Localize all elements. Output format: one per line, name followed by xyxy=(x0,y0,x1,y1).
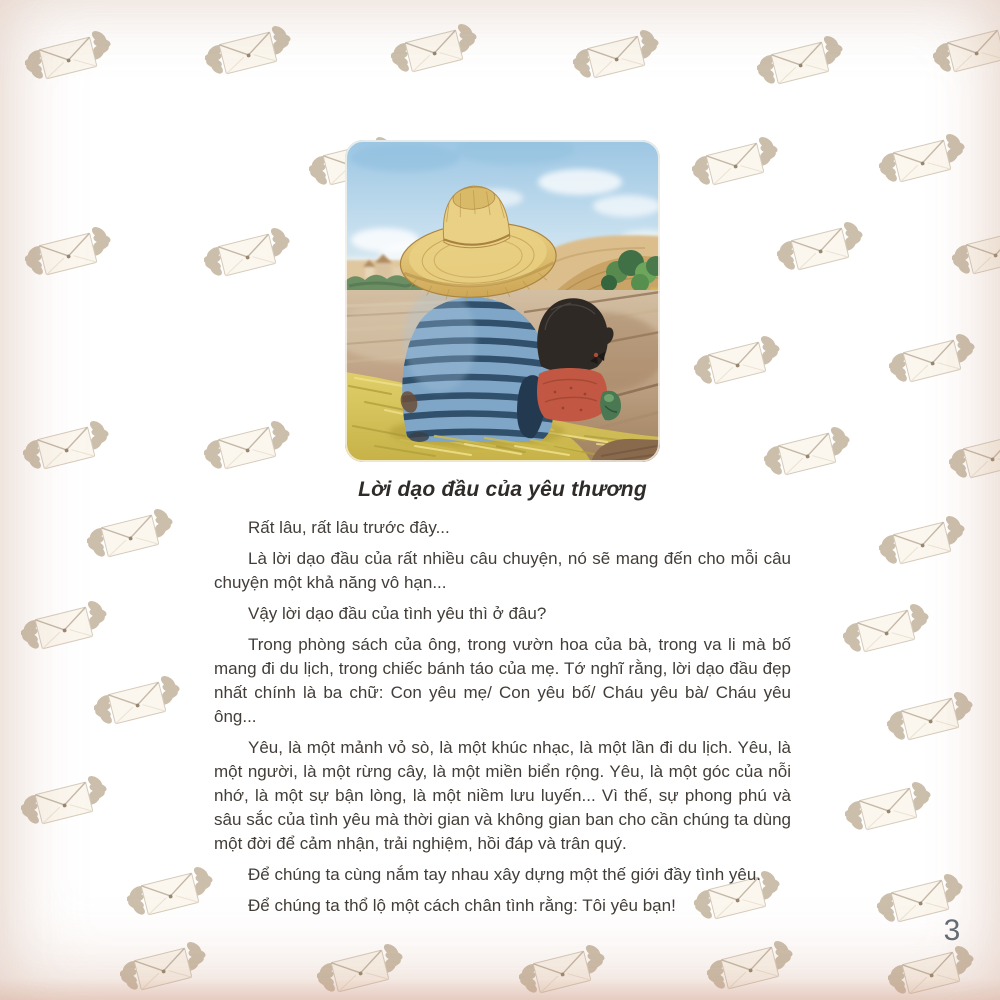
winged-envelope-icon xyxy=(573,29,659,83)
winged-envelope-icon xyxy=(777,221,863,275)
paragraph: Yêu, là một mảnh vỏ sò, là một khúc nhạc, là một lần đi du lịch. Yêu, là một người, là một rừng cây, là một miền biển rộng. Yêu, là một góc của nỗi nhớ, là một sự bận lòng, là một niềm lưu luyến... Vì thế, sự phong phú và sâu sắc của tình yêu mà thời gian và không gian ban cho cần chúng ta dùng một đời để cảm nhận, trải nghiệm, hồi đáp và trân quý. xyxy=(214,738,791,853)
winged-envelope-icon xyxy=(391,23,477,77)
winged-envelope-icon xyxy=(764,426,850,480)
winged-envelope-icon xyxy=(87,508,173,562)
winged-envelope-icon xyxy=(21,775,107,829)
page-title: Lời dạo đầu của yêu thương xyxy=(358,478,647,501)
winged-envelope-icon xyxy=(879,133,965,187)
winged-envelope-icon xyxy=(949,429,1000,483)
page-edge-shadow xyxy=(0,978,1000,1000)
winged-envelope-icon xyxy=(879,515,965,569)
winged-envelope-icon xyxy=(757,35,843,89)
paragraph: Rất lâu, rất lâu trước đây... xyxy=(248,518,450,537)
winged-envelope-icon xyxy=(692,136,778,190)
winged-envelope-icon xyxy=(23,420,109,474)
winged-envelope-icon xyxy=(25,226,111,280)
paragraph: Để chúng ta thổ lộ một cách chân tình rằng: Tôi yêu bạn! xyxy=(248,896,676,915)
winged-envelope-icon xyxy=(94,675,180,729)
winged-envelope-icon xyxy=(204,420,290,474)
winged-envelope-icon xyxy=(205,25,291,79)
winged-envelope-icon xyxy=(694,335,780,389)
winged-envelope-icon xyxy=(21,600,107,654)
paragraph: Để chúng ta cùng nắm tay nhau xây dựng một thế giới đầy tình yêu. xyxy=(248,865,762,884)
paragraph: Vậy lời dạo đầu của tình yêu thì ở đâu? xyxy=(248,604,547,623)
winged-envelope-icon xyxy=(127,866,213,920)
winged-envelope-icon xyxy=(843,603,929,657)
paragraph: Trong phòng sách của ông, trong vườn hoa của bà, trong va li mà bố mang đi du lịch, trong chiếc bánh táo của mẹ. Tớ nghĩ rằng, lời dạo đầu đẹp nhất chính là ba chữ: Con yêu mẹ/ Con yêu bố/ Cháu yêu bà/ Cháu yêu ông... xyxy=(214,635,791,726)
paragraph: Là lời dạo đầu của rất nhiều câu chuyện, nó sẽ mang đến cho mỗi câu chuyện một khả năng vô hạn... xyxy=(214,549,791,592)
winged-envelope-icon xyxy=(933,23,1000,77)
mother-and-child-watercolor xyxy=(344,140,661,462)
article-body xyxy=(214,516,791,925)
page-number: 3 xyxy=(943,914,961,947)
winged-envelope-icon xyxy=(845,781,931,835)
winged-envelope-icon xyxy=(887,691,973,745)
page-edge-highlight xyxy=(0,0,9,962)
winged-envelope-icon xyxy=(25,30,111,84)
winged-envelope-icon xyxy=(952,225,1000,279)
winged-envelope-icon xyxy=(889,333,975,387)
illustration-canvas xyxy=(344,140,661,462)
winged-envelope-icon xyxy=(204,227,290,281)
